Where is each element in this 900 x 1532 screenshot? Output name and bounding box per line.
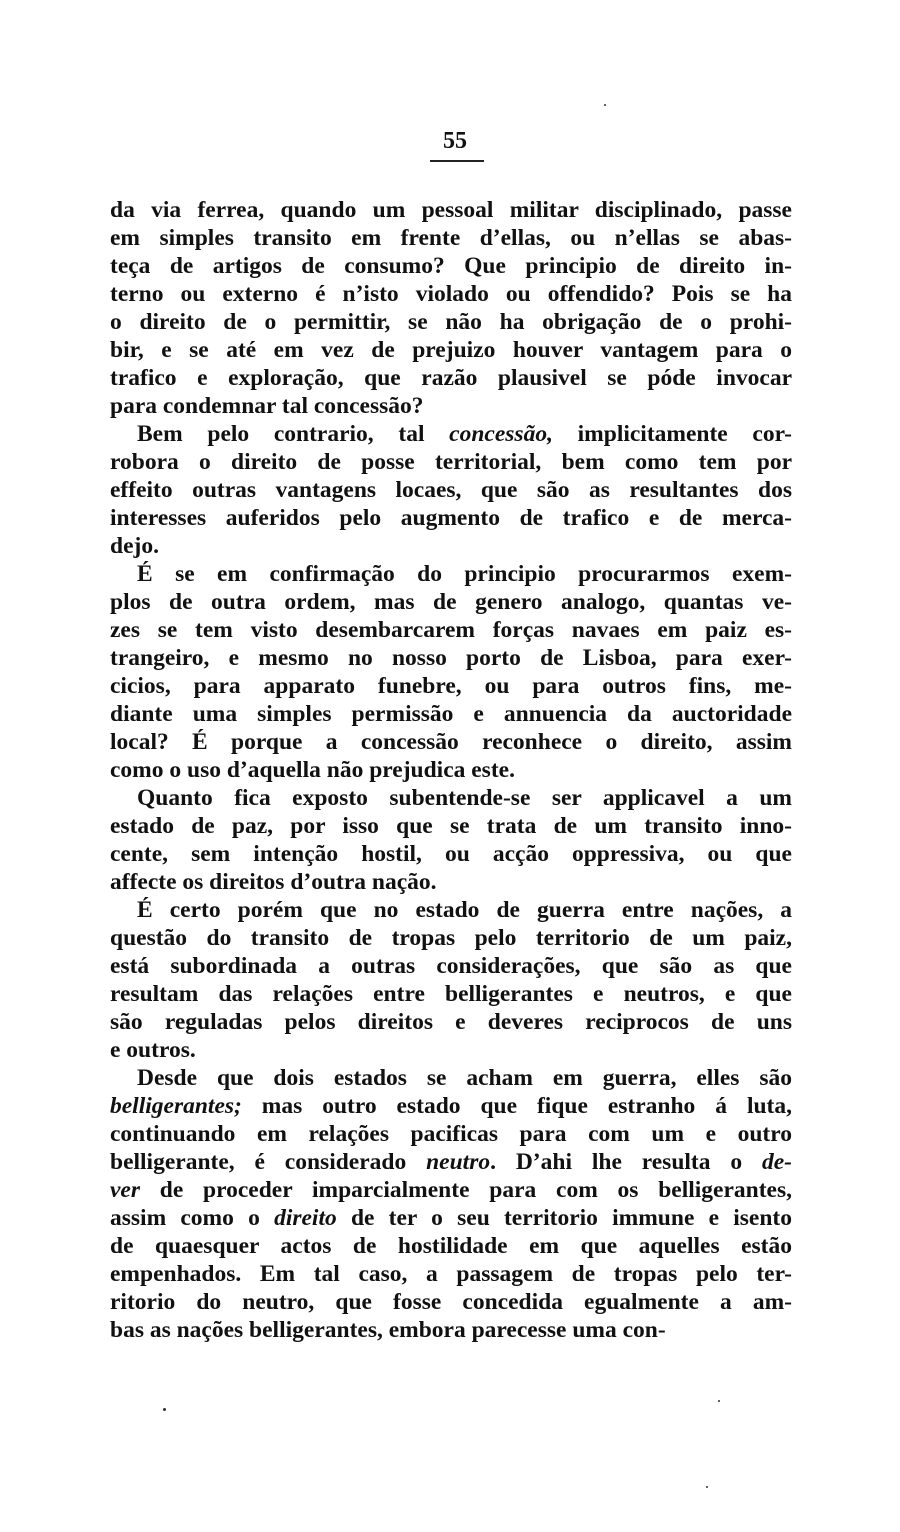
- text-line: [110, 308, 792, 336]
- text-line: [110, 1232, 792, 1260]
- text-line: [110, 924, 792, 952]
- text-segment: de proceder imparcialmente para com os belligerantes,: [140, 1177, 792, 1203]
- text-line: [110, 532, 792, 560]
- text-segment: local? É porque a concessão reconhece o direito, assim: [110, 729, 792, 755]
- text-segment: trangeiro, e mesmo no nosso porto de Lisboa, para exer-: [110, 645, 792, 671]
- text-line: [110, 784, 792, 812]
- text-segment: cente, sem intenção hostil, ou acção oppressiva, ou que: [110, 841, 792, 867]
- text-line: [110, 672, 792, 700]
- text-segment: questão do transito de tropas pelo territorio de um paiz,: [110, 925, 792, 951]
- text-segment: de ter o seu territorio immune e isento: [336, 1205, 792, 1231]
- text-segment: Desde que dois estados se acham em guerra, elles são: [137, 1065, 792, 1091]
- text-segment: resultam das relações entre belligerantes e neutros, e que: [110, 981, 792, 1007]
- text-segment: implicitamente cor-: [552, 421, 792, 447]
- text-line: [110, 812, 792, 840]
- text-segment: Bem pelo contrario, tal: [137, 421, 450, 447]
- italic-text: ver: [110, 1177, 141, 1203]
- text-segment: mas outro estado que fique estranho á luta,: [241, 1093, 792, 1119]
- text-segment: zes se tem visto desembarcarem forças navaes em paiz es-: [110, 617, 792, 643]
- text-segment: de quaesquer actos de hostilidade em que aquelles estão: [110, 1233, 792, 1259]
- text-segment: Quanto fica exposto subentende-se ser applicavel a um: [137, 785, 792, 811]
- text-line: [110, 1316, 792, 1344]
- text-segment: cicios, para apparato funebre, ou para outros fins, me-: [110, 673, 792, 699]
- text-line: [110, 1288, 792, 1316]
- text-segment: belligerante, é considerado: [110, 1149, 427, 1175]
- text-segment: como o uso d’aquella não prejudica este.: [110, 757, 515, 783]
- text-segment: está subordinada a outras considerações, que são as que: [110, 953, 792, 979]
- text-segment: dejo.: [110, 533, 159, 559]
- text-line: [110, 1176, 792, 1204]
- body-text: [110, 196, 792, 1344]
- text-line: [110, 868, 792, 896]
- scan-speck: [706, 1486, 708, 1488]
- text-line: [110, 196, 792, 224]
- text-line: [110, 728, 792, 756]
- paragraph: [110, 420, 792, 560]
- text-segment: bas as nações belligerantes, embora parecesse uma con-: [110, 1317, 666, 1343]
- text-segment: robora o direito de posse territorial, bem como tem por: [110, 449, 792, 475]
- text-segment: terno ou externo é n’isto violado ou offendido? Pois se ha: [110, 281, 792, 307]
- text-segment: em simples transito em frente d’ellas, ou n’ellas se abas-: [110, 225, 792, 251]
- text-segment: bir, e se até em vez de prejuizo houver vantagem para o: [110, 337, 792, 363]
- text-segment: interesses auferidos pelo augmento de trafico e de merca-: [110, 505, 792, 531]
- text-segment: plos de outra ordem, mas de genero analogo, quantas ve-: [110, 589, 792, 615]
- italic-text: direito: [274, 1205, 337, 1231]
- text-segment: o direito de o permittir, se não ha obrigação de o prohi-: [110, 309, 792, 335]
- text-line: [110, 476, 792, 504]
- text-line: [110, 1120, 792, 1148]
- text-line: [110, 1064, 792, 1092]
- paragraph: [110, 784, 792, 896]
- text-line: [110, 616, 792, 644]
- scan-speck: [718, 1400, 720, 1402]
- text-segment: affecte os direitos d’outra nação.: [110, 869, 437, 895]
- text-line: [110, 588, 792, 616]
- text-segment: trafico e exploração, que razão plausivel se póde invocar: [110, 365, 792, 391]
- paragraph: [110, 1064, 792, 1344]
- text-line: [110, 896, 792, 924]
- text-line: [110, 420, 792, 448]
- text-line: [110, 504, 792, 532]
- text-line: [110, 224, 792, 252]
- italic-text: concessão,: [449, 421, 553, 447]
- text-line: [110, 1260, 792, 1288]
- text-line: [110, 1036, 792, 1064]
- text-segment: ritorio do neutro, que fosse concedida egualmente a am-: [110, 1289, 792, 1315]
- text-segment: são reguladas pelos direitos e deveres reciprocos de uns: [110, 1009, 792, 1035]
- scan-speck: [604, 104, 606, 106]
- text-line: [110, 952, 792, 980]
- text-segment: É certo porém que no estado de guerra entre nações, a: [137, 897, 792, 923]
- text-line: [110, 280, 792, 308]
- text-line: [110, 1148, 792, 1176]
- text-line: [110, 560, 792, 588]
- text-line: [110, 700, 792, 728]
- text-segment: empenhados. Em tal caso, a passagem de tropas pelo ter-: [110, 1261, 792, 1287]
- text-line: [110, 448, 792, 476]
- text-line: [110, 756, 792, 784]
- text-segment: continuando em relações pacificas para com um e outro: [110, 1121, 792, 1147]
- text-line: [110, 392, 792, 420]
- text-line: [110, 1008, 792, 1036]
- text-line: [110, 364, 792, 392]
- paragraph: [110, 560, 792, 784]
- scan-speck: [163, 1408, 166, 1411]
- paragraph: [110, 196, 792, 420]
- text-line: [110, 252, 792, 280]
- paragraph: [110, 896, 792, 1064]
- page-number: 55: [443, 128, 467, 154]
- text-segment: teça de artigos de consumo? Que principio de direito in-: [110, 253, 792, 279]
- text-segment: diante uma simples permissão e annuencia da auctoridade: [110, 701, 792, 727]
- text-segment: da via ferrea, quando um pessoal militar disciplinado, passe: [110, 197, 792, 223]
- text-segment: effeito outras vantagens locaes, que são as resultantes dos: [110, 477, 792, 503]
- text-line: [110, 840, 792, 868]
- text-segment: . D’ahi lhe resulta o: [490, 1149, 762, 1175]
- text-line: [110, 980, 792, 1008]
- text-line: [110, 1204, 792, 1232]
- text-segment: É se em confirmação do principio procurarmos exem-: [137, 561, 792, 587]
- text-line: [110, 1092, 792, 1120]
- italic-text: de-: [761, 1149, 792, 1175]
- text-segment: e outros.: [110, 1037, 196, 1063]
- text-line: [110, 336, 792, 364]
- italic-text: belligerantes;: [110, 1093, 242, 1119]
- italic-text: neutro: [426, 1149, 491, 1175]
- page-number-rule: [430, 160, 484, 162]
- text-segment: assim como o: [110, 1205, 275, 1231]
- text-segment: estado de paz, por isso que se trata de um transito inno-: [110, 813, 792, 839]
- text-segment: para condemnar tal concessão?: [110, 393, 424, 419]
- text-line: [110, 644, 792, 672]
